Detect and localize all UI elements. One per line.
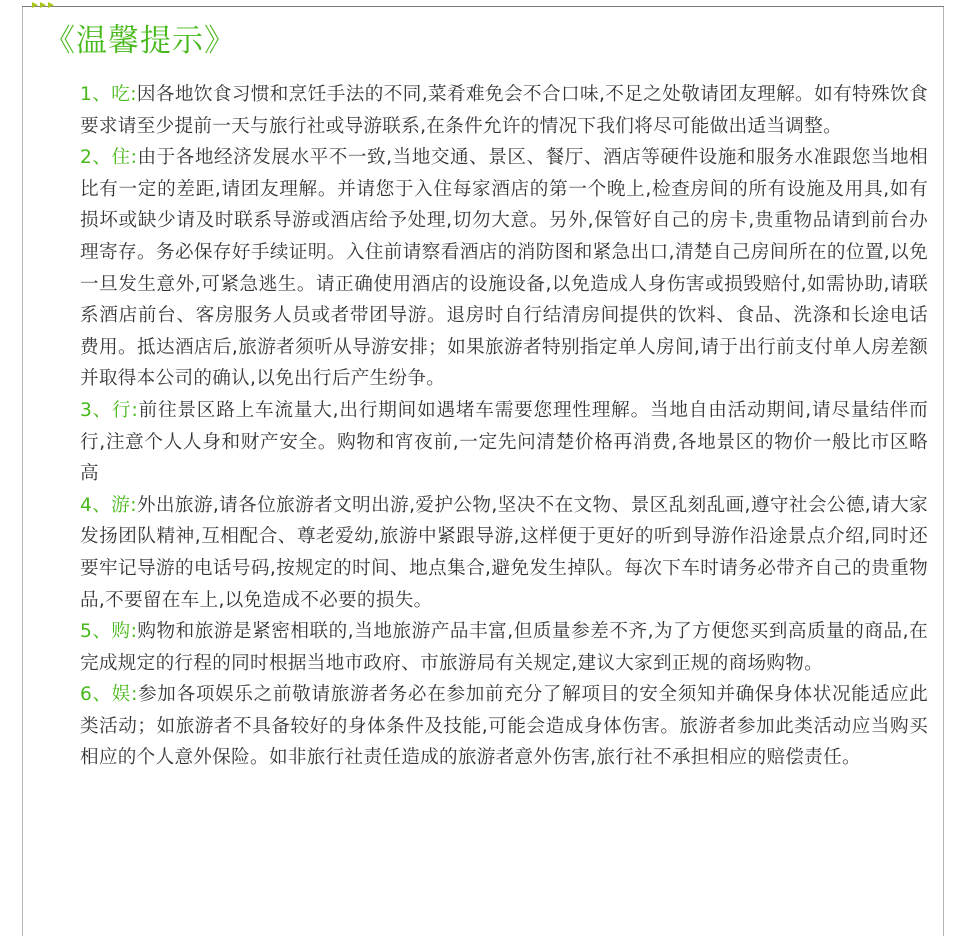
tip-item-travel <box>80 395 928 490</box>
arrow-right-icon <box>40 2 46 8</box>
tip-text: 因各地饮食习惯和烹饪手法的不同,菜肴难免会不合口味,不足之处敬请团友理解。如有特殊饮食要求请至少提前一天与旅行社或导游联系,在条件允许的情况下我们将尽可能做出适当调整。 <box>80 84 928 137</box>
tip-item-eat <box>80 79 928 142</box>
arrow-right-icon <box>32 2 38 8</box>
tip-text: 外出旅游,请各位旅游者文明出游,爱护公物,坚决不在文物、景区乱刻乱画,遵守社会公德,请大家发扬团队精神,互相配合、尊老爱幼,旅游中紧跟导游,这样便于更好的听到导游作沿途景点介绍,同时还要牢记导游的电话号码,按规定的时间、地点集合,避免发生掉队。每次下车时请务必带齐自己的贵重物品,不要留在车上,以免造成不必要的损失。 <box>80 494 928 611</box>
tip-label: 1、吃: <box>80 84 137 105</box>
tip-item-entertainment <box>80 679 928 774</box>
page-title: 《温馨提示》 <box>44 23 236 59</box>
tip-item-shopping <box>80 616 928 679</box>
tip-label: 4、游: <box>80 494 137 516</box>
tip-label: 2、住: <box>80 147 138 169</box>
tips-list <box>80 79 928 774</box>
tip-text: 参加各项娱乐之前敬请旅游者务必在参加前充分了解项目的安全须知并确保身体状况能适应此类活动；如旅游者不具备较好的身体条件及技能,可能会造成身体伤害。旅游者参加此类活动应当购买相应的个人意外保险。如非旅行社责任造成的旅游者意外伤害,旅行社不承担相应的赔偿责任。 <box>80 684 928 769</box>
tip-item-tour <box>80 490 928 616</box>
arrow-decoration-icon <box>32 2 54 10</box>
tip-label: 6、娱: <box>80 684 138 706</box>
tip-text: 由于各地经济发展水平不一致,当地交通、景区、餐厅、酒店等硬件设施和服务水准跟您当地相比有一定的差距,请团友理解。并请您于入住每家酒店的第一个晚上,检查房间的所有设施及用具,如有损坏或缺少请及时联系导游或酒店给予处理,切勿大意。另外,保管好自己的房卡,贵重物品请到前台办理寄存。务必保存好手续证明。入住前请察看酒店的消防图和紧急出口,清楚自己房间所在的位置,以免一旦发生意外,可紧急逃生。请正确使用酒店的设施设备,以免造成人身伤害或损毁赔付,如需协助,请联系酒店前台、客房服务人员或者带团导游。退房时自行结清房间提供的饮料、食品、洗涤和长途电话费用。抵达酒店后,旅游者须听从导游安排；如果旅游者特别指定单人房间,请于出行前支付单人房差额并取得本公司的确认,以免出行后产生纷争。 <box>80 147 929 390</box>
arrow-right-icon <box>48 2 54 8</box>
tip-item-stay <box>80 142 928 395</box>
tip-label: 5、购: <box>80 621 138 643</box>
tip-text: 购物和旅游是紧密相联的,当地旅游产品丰富,但质量参差不齐,为了方便您买到高质量的商品,在完成规定的行程的同时根据当地市政府、市旅游局有关规定,建议大家到正规的商场购物。 <box>80 621 929 674</box>
tip-text: 前往景区路上车流量大,出行期间如遇堵车需要您理性理解。当地自由活动期间,请尽量结伴而行,注意个人人身和财产安全。购物和宵夜前,一定先问清楚价格再消费,各地景区的物价一般比市区略高 <box>80 399 928 485</box>
tip-label: 3、行: <box>80 399 139 421</box>
top-divider <box>22 6 944 7</box>
